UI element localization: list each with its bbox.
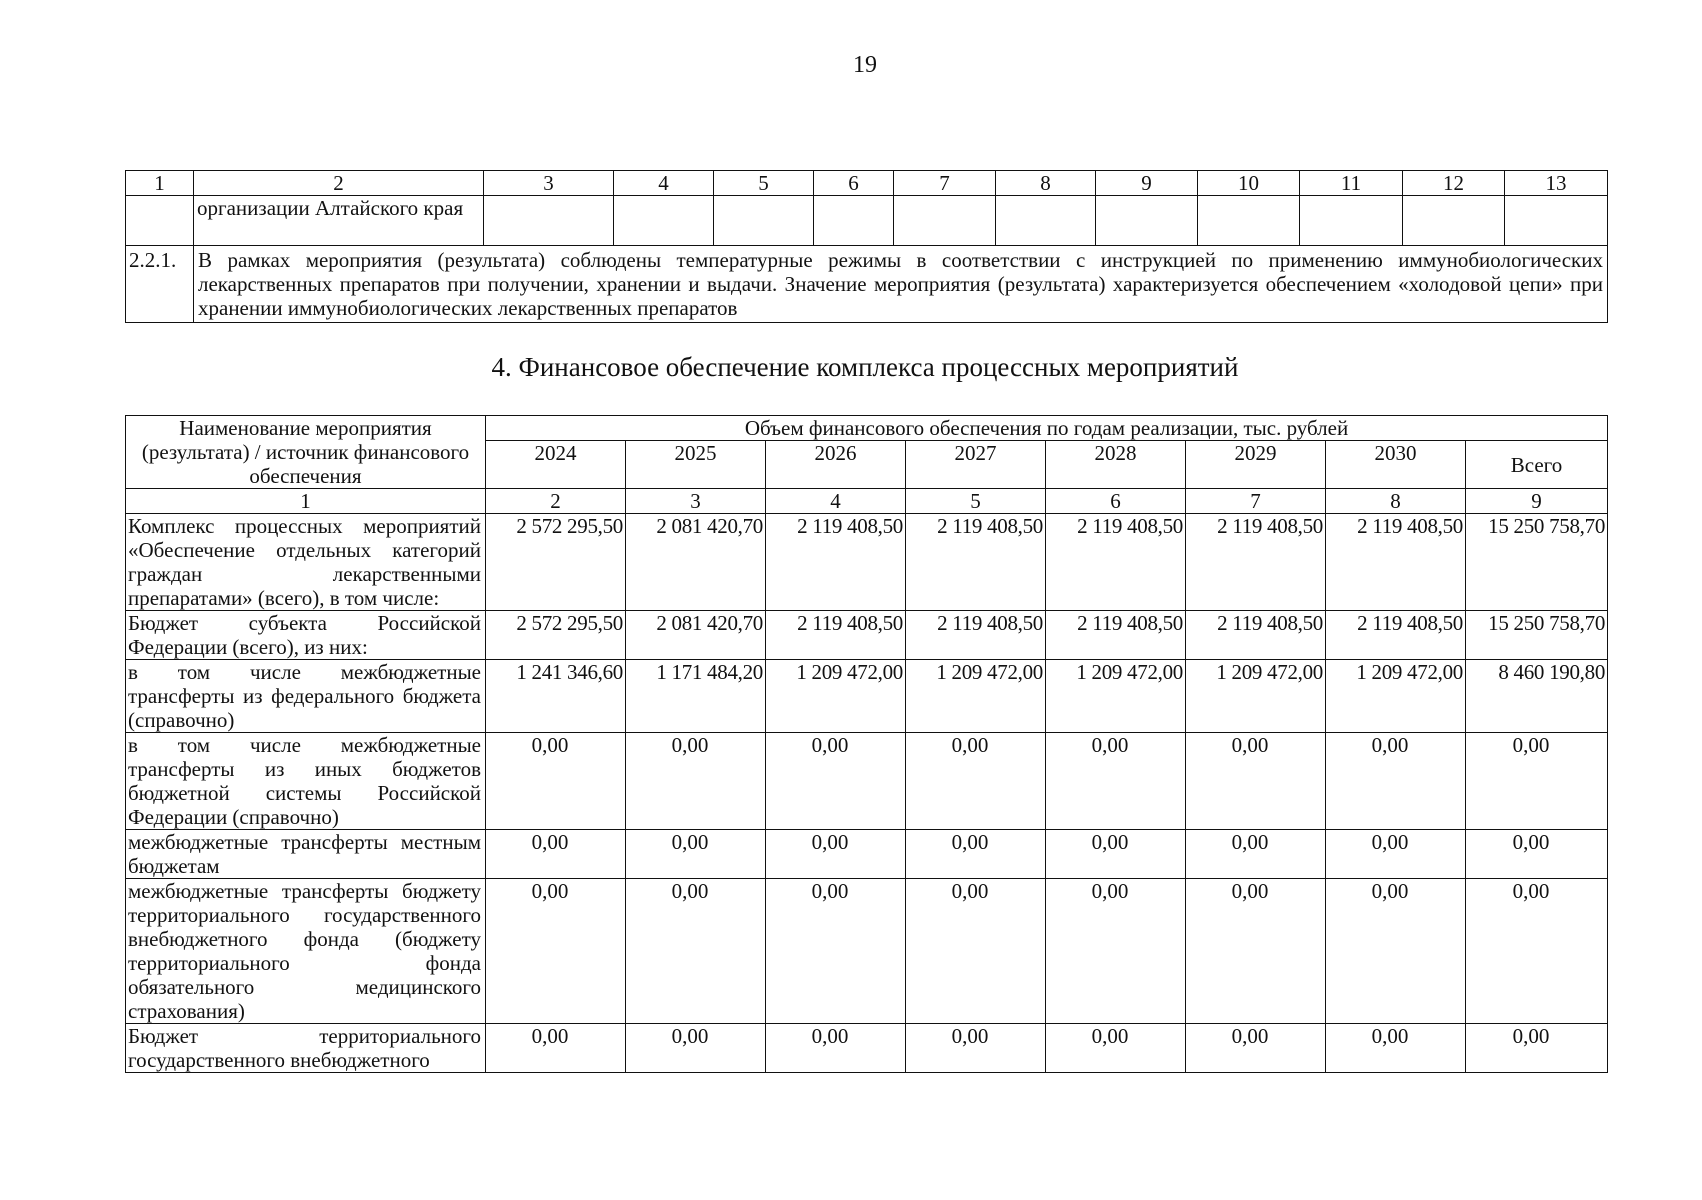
item-row [126,246,1608,323]
row-name: межбюджетные трансферты местным бюджетам [126,830,486,879]
total-header: Всего [1466,441,1608,489]
year-header: 2030 [1326,441,1466,489]
value-cell: 0,00 [766,733,906,830]
value-cell: 0,00 [1046,1024,1186,1073]
col-number: 10 [1198,171,1300,196]
value-cell: 2 119 408,50 [906,514,1046,611]
header-row [126,416,1608,441]
value-cell: 2 119 408,50 [1186,514,1326,611]
value-cell: 0,00 [626,830,766,879]
col-number: 8 [1326,489,1466,514]
value-cell: 0,00 [1186,1024,1326,1073]
year-header: 2026 [766,441,906,489]
col-number: 3 [626,489,766,514]
value-cell: 0,00 [1186,733,1326,830]
row-name: Бюджет территориального государственного внебюджетного [126,1024,486,1073]
total-cell: 0,00 [1466,830,1608,879]
table-row [126,1024,1608,1073]
col-number: 5 [906,489,1046,514]
value-cell: 0,00 [1326,733,1466,830]
row-name: Бюджет субъекта Российской Федерации (всего), из них: [126,611,486,660]
value-cell: 0,00 [906,733,1046,830]
value-cell: 2 119 408,50 [766,514,906,611]
col-number: 12 [1403,171,1505,196]
org-row [126,196,1608,246]
value-cell: 2 081 420,70 [626,514,766,611]
total-cell: 0,00 [1466,733,1608,830]
col-number: 11 [1300,171,1403,196]
total-cell: 15 250 758,70 [1466,611,1608,660]
value-cell: 0,00 [766,830,906,879]
header-volume: Объем финансового обеспечения по годам реализации, тыс. рублей [486,416,1608,441]
value-cell: 0,00 [906,879,1046,1024]
value-cell: 0,00 [766,1024,906,1073]
table-row [126,611,1608,660]
table-row [126,879,1608,1024]
total-cell: 0,00 [1466,1024,1608,1073]
page-number: 19 [853,52,877,78]
col-number: 7 [894,171,996,196]
col-number: 4 [766,489,906,514]
org-cell: организации Алтайского края [194,196,484,246]
value-cell: 2 119 408,50 [766,611,906,660]
section-title: 4. Финансовое обеспечение комплекса процессных мероприятий [491,352,1239,382]
total-cell: 8 460 190,80 [1466,660,1608,733]
col-number: 3 [484,171,614,196]
col-number: 1 [126,171,194,196]
value-cell: 1 241 346,60 [486,660,626,733]
total-cell: 0,00 [1466,879,1608,1024]
value-cell: 2 572 295,50 [486,514,626,611]
value-cell: 0,00 [906,830,1046,879]
value-cell: 0,00 [906,1024,1046,1073]
value-cell: 0,00 [1326,879,1466,1024]
header-name: Наименование мероприятия (результата) / источник финансового обеспечения [126,416,486,489]
total-cell: 15 250 758,70 [1466,514,1608,611]
col-number: 9 [1466,489,1608,514]
value-cell: 2 081 420,70 [626,611,766,660]
value-cell: 0,00 [1326,1024,1466,1073]
col-number: 6 [814,171,894,196]
value-cell: 1 171 484,20 [626,660,766,733]
row-name: межбюджетные трансферты бюджету территориального государственного внебюджетного фонда (бюджету территориального фонда обязательного медицинского страхования) [126,879,486,1024]
value-cell: 1 209 472,00 [906,660,1046,733]
value-cell: 0,00 [626,879,766,1024]
col-number: 2 [486,489,626,514]
value-cell: 0,00 [486,1024,626,1073]
table-row [126,830,1608,879]
value-cell: 0,00 [1186,830,1326,879]
col-number: 13 [1505,171,1608,196]
finance-table [125,415,1608,1073]
continued-results-table [125,170,1608,323]
value-cell: 0,00 [1326,830,1466,879]
value-cell: 0,00 [1186,879,1326,1024]
table-row [126,733,1608,830]
col-number: 5 [714,171,814,196]
value-cell: 0,00 [1046,733,1186,830]
value-cell: 0,00 [626,1024,766,1073]
value-cell: 2 119 408,50 [1326,514,1466,611]
value-cell: 0,00 [486,830,626,879]
col-number: 9 [1096,171,1198,196]
table-row [126,660,1608,733]
value-cell: 0,00 [766,879,906,1024]
value-cell: 1 209 472,00 [1046,660,1186,733]
table-row [126,514,1608,611]
value-cell: 0,00 [486,879,626,1024]
value-cell: 2 572 295,50 [486,611,626,660]
value-cell: 2 119 408,50 [1186,611,1326,660]
year-header: 2024 [486,441,626,489]
col-number: 4 [614,171,714,196]
item-text: В рамках мероприятия (результата) соблюдены температурные режимы в соответствии с инструкцией по применению иммунобиологических лекарственных препаратов при получении, хранении и выдачи. Значение мероприятия (результата) характеризуется обеспечением «холодовой цепи» при хранении иммунобиологических лекарственных препаратов [194,246,1608,323]
year-header: 2027 [906,441,1046,489]
col-number: 1 [126,489,486,514]
value-cell: 2 119 408,50 [906,611,1046,660]
value-cell: 1 209 472,00 [1326,660,1466,733]
row-name: в том числе межбюджетные трансферты из федерального бюджета (справочно) [126,660,486,733]
item-number: 2.2.1. [126,246,194,323]
col-number: 6 [1046,489,1186,514]
value-cell: 2 119 408,50 [1326,611,1466,660]
value-cell: 0,00 [1046,830,1186,879]
value-cell: 2 119 408,50 [1046,514,1186,611]
value-cell: 0,00 [486,733,626,830]
year-header: 2029 [1186,441,1326,489]
col-number: 8 [996,171,1096,196]
value-cell: 0,00 [1046,879,1186,1024]
year-header: 2028 [1046,441,1186,489]
value-cell: 1 209 472,00 [1186,660,1326,733]
col-number: 7 [1186,489,1326,514]
row-name: Комплекс процессных мероприятий «Обеспечение отдельных категорий граждан лекарственными препаратами» (всего), в том числе: [126,514,486,611]
year-header: 2025 [626,441,766,489]
row-name: в том числе межбюджетные трансферты из иных бюджетов бюджетной системы Российской Федерации (справочно) [126,733,486,830]
col-number: 2 [194,171,484,196]
column-number-row [126,171,1608,196]
value-cell: 1 209 472,00 [766,660,906,733]
value-cell: 2 119 408,50 [1046,611,1186,660]
column-number-row [126,489,1608,514]
value-cell: 0,00 [626,733,766,830]
